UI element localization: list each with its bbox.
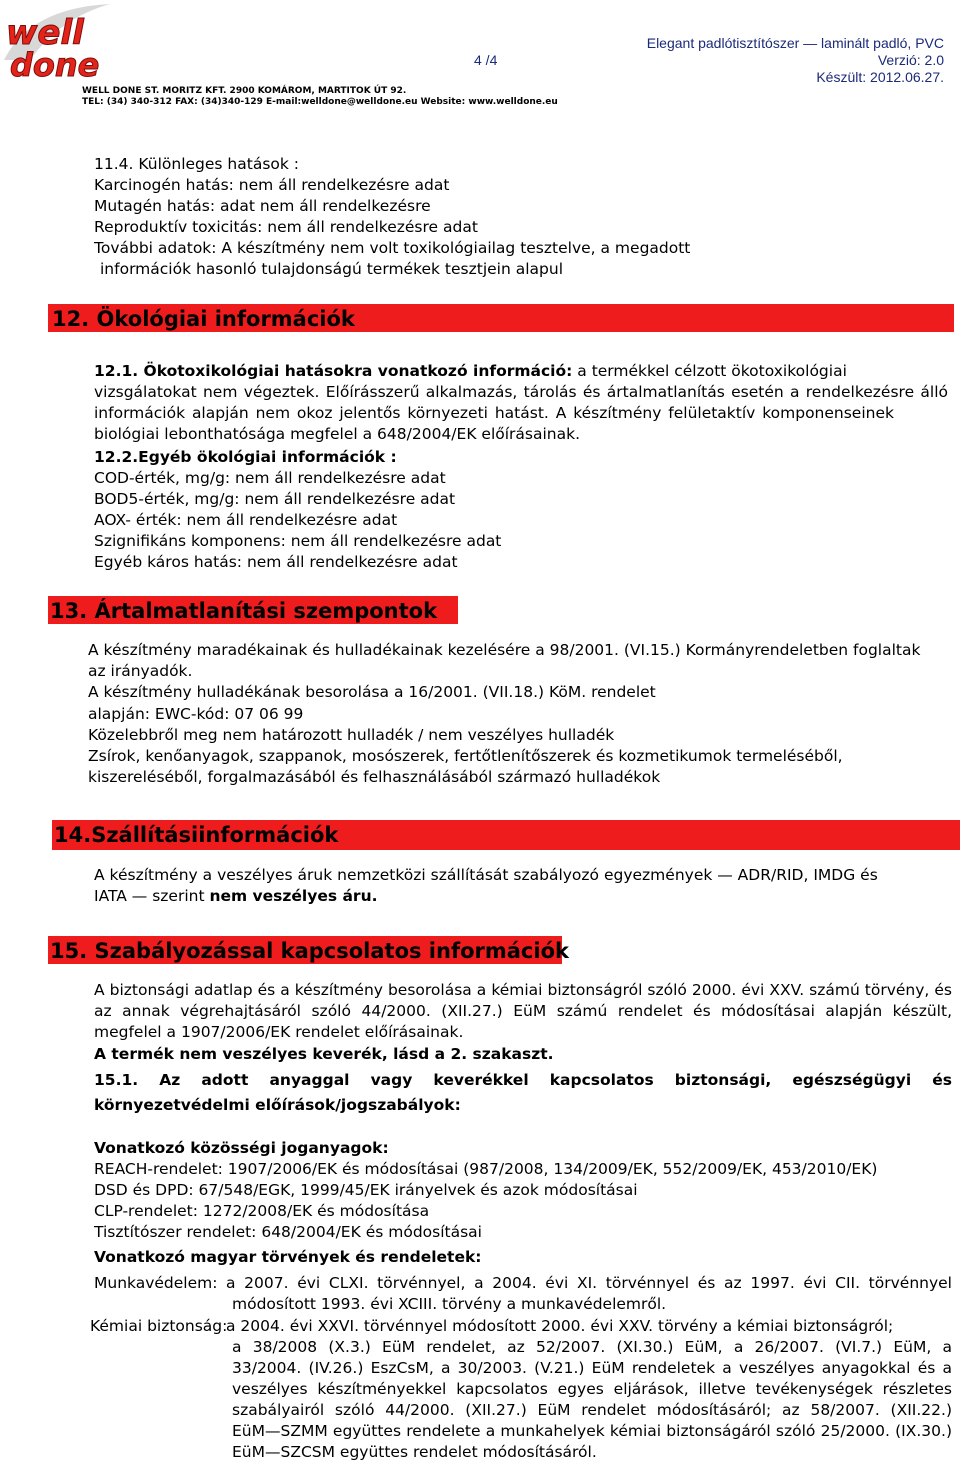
s12-2-line: Szignifikáns komponens: nem áll rendelkezésre adat xyxy=(94,532,502,550)
s15-bold-line: A termék nem veszélyes keverék, lásd a 2. szakaszt. xyxy=(94,1045,554,1063)
labor-label: Munkavédelem: xyxy=(94,1274,218,1292)
s13-line: Zsírok, kenőanyagok, szappanok, mosószerek, fertőtlenítőszerek és kozmetikumok termeléséből, xyxy=(88,747,843,765)
community-law-title: Vonatkozó közösségi joganyagok: xyxy=(94,1139,389,1157)
s15-p1-line: az annak végrehajtásáról szóló 44/2000. (XII.27.) EüM számú rendelet és módosításai alapján készült, xyxy=(94,1002,952,1020)
s11-4-line: információk hasonló tulajdonságú termékek tesztjein alapul xyxy=(100,260,564,278)
s12-2-line: BOD5-érték, mg/g: nem áll rendelkezésre adat xyxy=(94,490,456,508)
s13-line: Közelebbről meg nem határozott hulladék / nem veszélyes hulladék xyxy=(88,726,615,744)
s12-2-title: 12.2.Egyéb ökológiai információk : xyxy=(94,448,397,466)
s11-4-line: További adatok: A készítmény nem volt toxikológiailag tesztelve, a megadott xyxy=(94,239,691,257)
s12-1-line: vizsgálatokat nem végeztek. Előírásszerű alkalmazás, tárolás és ártalmatlanítás esetén a rendelkezésre álló xyxy=(94,383,948,401)
s15-1-title: 15.1. Az adott anyaggal vagy keverékkel kapcsolatos biztonsági, egészségügyi és xyxy=(94,1071,952,1089)
section-12-title: 12. Ökológiai információk xyxy=(52,307,355,331)
s13-line: kiszereléséből, forgalmazásából és felhasználásából származó hulladékok xyxy=(88,768,661,786)
chem-line: 33/2004. (IV.26.) EszCsM, a 30/2003. (V.21.) EüM rendeletek a veszélyes anyagokkal és a xyxy=(232,1359,952,1377)
chem-line: szabályairól szóló 44/2000. (XII.27.) EüM rendelet módosításáról; az 58/2007. (XII.22.) xyxy=(232,1401,952,1419)
chem-line: a 38/2008 (X.3.) EüM rendelet, az 52/2007. (XI.30.) EüM, a 26/2007. (VI.7.) EüM, a xyxy=(232,1338,952,1356)
community-law-line: Tisztítószer rendelet: 648/2004/EK és módosításai xyxy=(94,1223,482,1241)
labor-line: a 2007. évi CLXI. törvénnyel, a 2004. évi XI. törvénnyel és az 1997. évi CII. törvénnyel xyxy=(226,1274,952,1292)
s12-2-line: Egyéb káros hatás: nem áll rendelkezésre adat xyxy=(94,553,458,571)
section-15-title: 15. Szabályozással kapcsolatos információk xyxy=(50,939,569,963)
hungarian-law-title: Vonatkozó magyar törvények és rendeletek: xyxy=(94,1248,482,1266)
s12-1-line: biológiai lebonthatósága megfelel a 648/2004/EK előírásainak. xyxy=(94,425,581,443)
community-law-line: CLP-rendelet: 1272/2008/EK és módosítása xyxy=(94,1202,430,1220)
s15-p1-line: A biztonsági adatlap és a készítmény besorolása a kémiai biztonságról szóló 2000. évi XXV. számú törvény, és xyxy=(94,981,952,999)
s14-line: IATA — szerint nem veszélyes áru. xyxy=(94,887,378,905)
s15-1-title-cont: környezetvédelmi előírások/jogszabályok: xyxy=(94,1096,461,1114)
version: Verzió: 2.0 xyxy=(877,52,944,68)
chem-label: Kémiai biztonság: xyxy=(90,1317,228,1335)
section-14-title: 14.Szállításiinformációk xyxy=(54,823,339,847)
logo-graphic xyxy=(0,0,120,86)
s11-4-title: 11.4. Különleges hatások : xyxy=(94,155,299,173)
s14-line: A készítmény a veszélyes áruk nemzetközi szállítását szabályozó egyezmények — ADR/RID, IMDG és xyxy=(94,866,878,884)
s12-2-line: COD-érték, mg/g: nem áll rendelkezésre adat xyxy=(94,469,446,487)
s13-line: az irányadók. xyxy=(88,662,193,680)
address-line-1: WELL DONE ST. MORITZ KFT. 2900 KOMÁROM, MARTITOK ÚT 92. xyxy=(82,86,407,96)
svg-text:done: done xyxy=(10,46,100,84)
s13-line: A készítmény maradékainak és hulladékainak kezelésére a 98/2001. (VI.15.) Kormányrendeletben foglaltak xyxy=(88,641,921,659)
community-law-line: DSD és DPD: 67/548/EGK, 1999/45/EK irányelvek és azok módosításai xyxy=(94,1181,638,1199)
chem-line: a 2004. évi XXVI. törvénnyel módosított 2000. évi XXV. törvény a kémiai biztonságról; xyxy=(226,1317,894,1335)
address-line-2: TEL: (34) 340-312 FAX: (34)340-129 E-mail:welldone@welldone.eu Website: www.welldone.eu xyxy=(82,97,558,107)
s11-4-line: Karcinogén hatás: nem áll rendelkezésre adat xyxy=(94,176,450,194)
s12-2-line: AOX- érték: nem áll rendelkezésre adat xyxy=(94,511,398,529)
s12-1-line: információk alapján nem okoz jelentős környezeti hatást. A készítmény felületaktív komponenseinek xyxy=(94,404,894,422)
section-13-title: 13. Ártalmatlanítási szempontok xyxy=(50,599,438,623)
company-logo xyxy=(0,0,120,86)
s13-line: alapján: EWC-kód: 07 06 99 xyxy=(88,705,304,723)
s11-4-line: Mutagén hatás: adat nem áll rendelkezésre xyxy=(94,197,431,215)
svg-text:well: well xyxy=(6,13,84,53)
labor-line: módosított 1993. évi XCIII. törvény a munkavédelemről. xyxy=(232,1295,667,1313)
s15-p1-line: megfelel a 1907/2006/EK rendelet előírásainak. xyxy=(94,1023,464,1041)
page-number: 4 /4 xyxy=(474,52,498,68)
chem-line: EüM—SZCSM együttes rendelet módosításáról. xyxy=(232,1443,597,1461)
s12-1-heading: 12.1. Ökotoxikológiai hatásokra vonatkozó információ: a termékkel célzott ökotoxikológiai xyxy=(94,362,847,380)
chem-line: EüM—SZMM együttes rendelete a munkahelyek kémiai biztonságáról szóló 25/2000. (IX.30.) xyxy=(232,1422,952,1440)
community-law-line: REACH-rendelet: 1907/2006/EK és módosításai (987/2008, 134/2009/EK, 552/2009/EK, 453/2010/EK) xyxy=(94,1160,878,1178)
product-name: Elegant padlótisztítószer — laminált padló, PVC xyxy=(646,35,944,51)
s13-line: A készítmény hulladékának besorolása a 16/2001. (VII.18.) KöM. rendelet xyxy=(88,683,656,701)
chem-line: veszélyes készítményekkel kapcsolatos egyes eljárások, illetve tevékenységek részletes xyxy=(232,1380,952,1398)
made-date: Készült: 2012.06.27. xyxy=(816,69,944,85)
s11-4-line: Reproduktív toxicitás: nem áll rendelkezésre adat xyxy=(94,218,478,236)
